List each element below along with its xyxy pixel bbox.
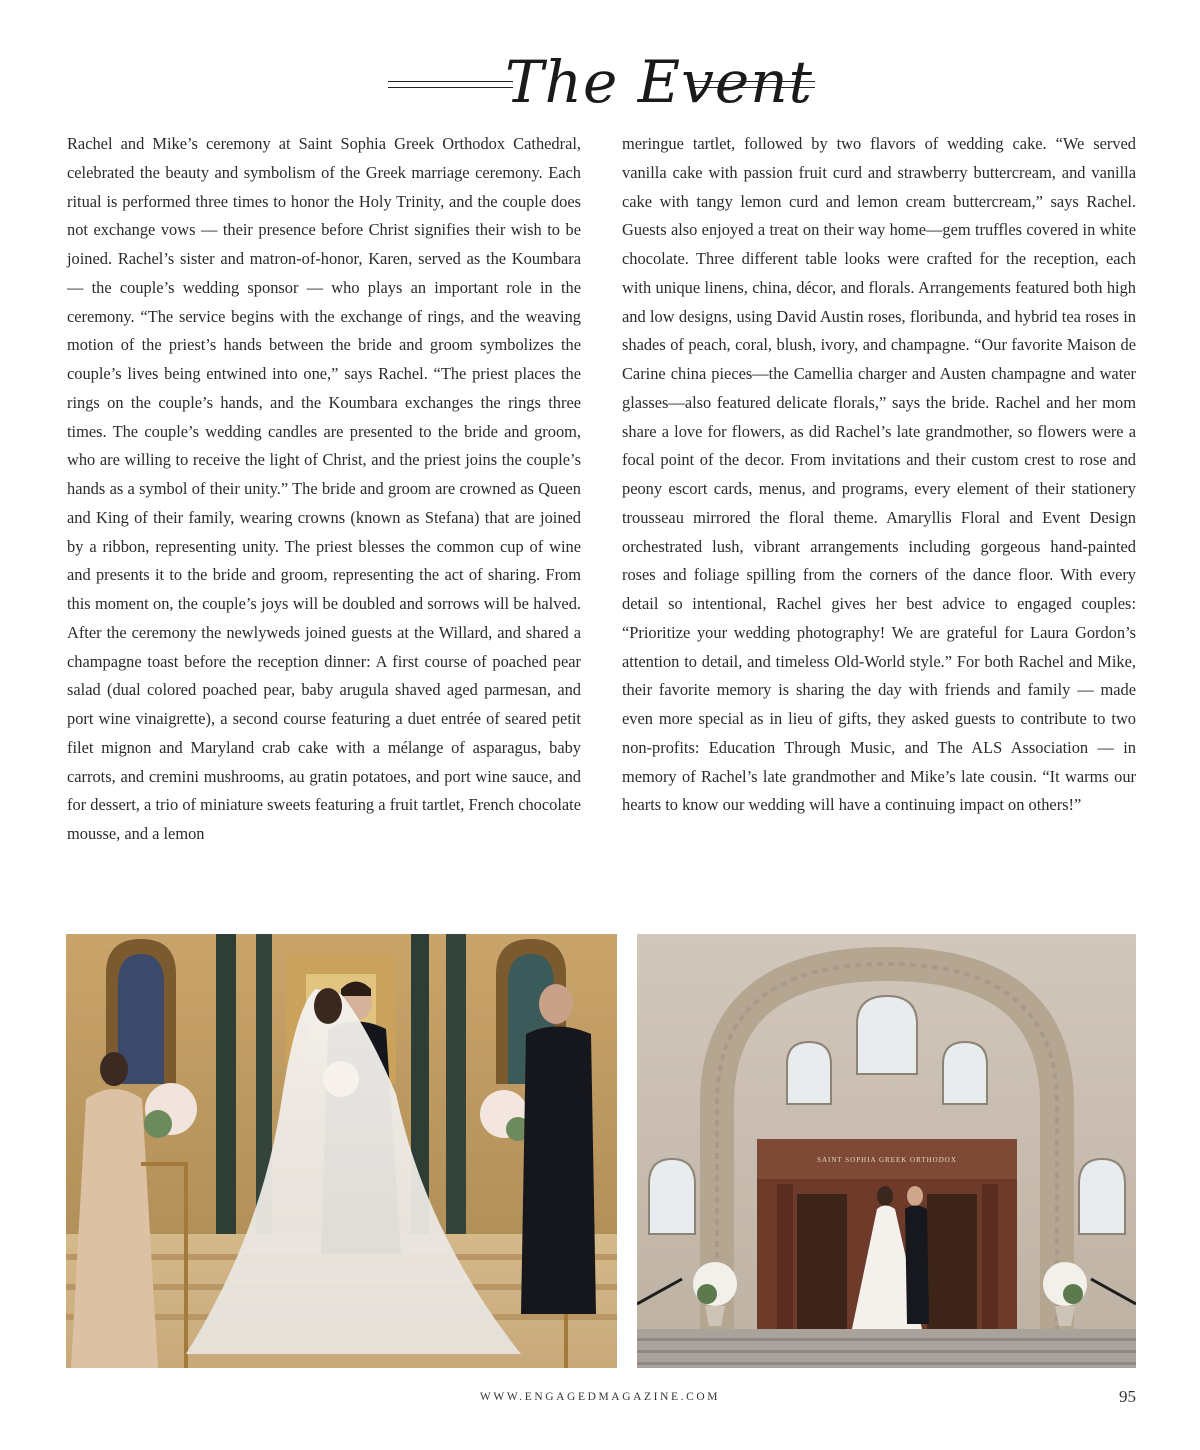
page-number: 95 xyxy=(1119,1387,1136,1406)
footer-website: WWW.ENGAGEDMAGAZINE.COM xyxy=(479,1391,721,1403)
ceremony-altar-photo xyxy=(66,934,617,1368)
section-header xyxy=(0,48,1200,128)
building-inscription: SAINT SOPHIA GREEK ORTHODOX xyxy=(817,1156,957,1164)
header-rule-left xyxy=(388,81,513,88)
section-title: The Event xyxy=(505,48,813,116)
cathedral-exit-photo xyxy=(637,934,1136,1368)
article-column-2: meringue tartlet, followed by two flavors of wedding cake. “We served vanilla cake with passion fruit curd and strawberry buttercream, and vanilla cake with tangy lemon curd and lemon cream buttercream,” says Rachel. Guests also enjoyed a treat on their way home—gem truffles covered in white chocolate. Three different table looks were crafted for the reception, each with unique linens, china, décor, and florals. Arrangements featured both high and low designs, using David Austin roses, floribunda, and hybrid tea roses in shades of peach, coral, blush, ivory, and champagne. “Our favorite Maison de Carine china pieces—the Camellia charger and Austen champagne and water glasses—also featured delicate florals,” says the bride. Rachel and her mom share a love for flowers, as did Rachel’s late grandmother, so flowers were a focal point of the decor. From invitations and their custom crest to rose and peony escort cards, menus, and programs, every element of their stationery trousseau mirrored the floral theme. Amaryllis Floral and Event Design orchestrated lush, vibrant arrangements including gorgeous hand-painted roses and foliage spilling from the corners of the dance floor. With every detail so intentional, Rachel gives her best advice to engaged couples: “Prioritize your wedding photography! We are grateful for Laura Gordon’s attention to detail, and timeless Old-World style.” For both Rachel and Mike, their favorite memory is sharing the day with friends and family — made even more special as in lieu of gifts, they asked guests to contribute to two non-profits: Education Through Music, and The ALS Association — in memory of Rachel’s late grandmother and Mike’s late cousin. “It warms our hearts to know our wedding will have a continuing impact on others!” xyxy=(622,134,1136,815)
article-column-1: Rachel and Mike’s ceremony at Saint Sophia Greek Orthodox Cathedral, celebrated the beauty and symbolism of the Greek marriage ceremony. Each ritual is performed three times to honor the Holy Trinity, and the couple does not exchange vows — their presence before Christ signifies their wish to be joined. Rachel’s sister and matron-of-honor, Karen, served as the Koumbara — the couple’s wedding sponsor — who plays an important role in the ceremony. “The service begins with the exchange of rings, and the weaving motion of the priest’s hands between the bride and groom symbolizes the couple’s lives being entwined into one,” says Rachel. “The priest places the rings on the couple’s hands, and the Koumbara exchanges the rings three times. The couple’s wedding candles are presented to the bride and groom, who are willing to receive the light of Christ, and the priest joins the couple’s hands as a symbol of their unity.” The bride and groom are crowned as Queen and King of their family, wearing crowns (known as Stefana) that are joined by a ribbon, representing unity. The priest blesses the common cup of wine and presents it to the bride and groom, representing the act of sharing. From this moment on, the couple’s joys will be doubled and sorrows will be halved. After the ceremony the newlyweds joined guests at the Willard, and shared a champagne toast before the reception dinner: A first course of poached pear salad (dual colored poached pear, baby arugula shaved aged parmesan, and port wine vinaigrette), a second course featuring a duet entrée of seared petit filet mignon and Maryland crab cake with a mélange of asparagus, baby carrots, and cremini mushrooms, au gratin potatoes, and port wine sauce, and for dessert, a trio of miniature sweets featuring a fruit tartlet, French chocolate mousse, and a lemon xyxy=(67,134,581,843)
header-rule-right xyxy=(690,81,815,88)
